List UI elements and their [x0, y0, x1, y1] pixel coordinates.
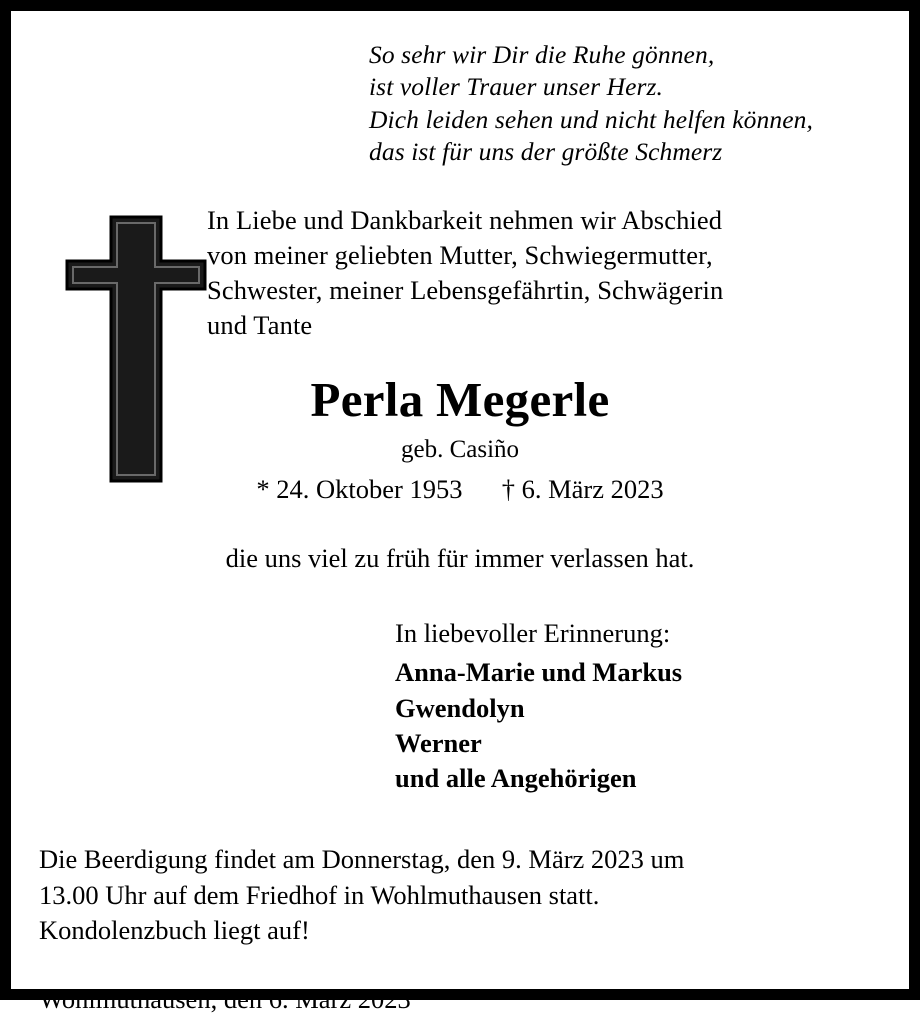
announcement-block: [39, 203, 881, 506]
poem-verse: [39, 39, 881, 169]
memory-block: [39, 618, 881, 796]
death-date: † 6. März 2023: [501, 474, 664, 505]
funeral-line: Kondolenzbuch liegt auf!: [39, 914, 310, 945]
poem-line: So sehr wir Dir die Ruhe gönnen,: [369, 40, 715, 69]
mourner-name: Werner: [395, 727, 482, 758]
mourner-name: Gwendolyn: [395, 692, 525, 723]
closing-line: die uns viel zu früh für immer verlassen hat.: [225, 543, 695, 574]
mourner-name: Anna-Marie und Markus: [395, 657, 683, 688]
place-and-date: Wohlmuthausen, den 6. März 2023: [39, 984, 411, 1015]
poem-line: Dich leiden sehen und nicht helfen können,: [369, 104, 813, 134]
funeral-details: [39, 842, 881, 948]
intro-line: In Liebe und Dankbarkeit nehmen wir Abschied: [207, 204, 723, 235]
intro-line: Schwester, meiner Lebensgefährtin, Schwägerin: [207, 274, 724, 305]
deceased-name: Perla Megerle: [310, 372, 610, 428]
cross-icon: [49, 209, 209, 499]
funeral-line: 13.00 Uhr auf dem Friedhof in Wohlmuthausen statt.: [39, 879, 600, 910]
funeral-line: Die Beerdigung findet am Donnerstag, den 9. März 2023 um: [39, 844, 685, 875]
deceased-maiden-name: geb. Casiño: [400, 436, 520, 464]
intro-line: und Tante: [207, 310, 313, 341]
intro-line: von meiner geliebten Mutter, Schwiegermutter,: [207, 239, 713, 270]
poem-line: ist voller Trauer unser Herz.: [369, 72, 664, 102]
memory-title: In liebevoller Erinnerung:: [395, 618, 671, 649]
birth-date: * 24. Oktober 1953: [256, 474, 463, 505]
poem-line: das ist für uns der größte Schmerz: [369, 137, 723, 167]
mourner-name: und alle Angehörigen: [395, 763, 637, 794]
